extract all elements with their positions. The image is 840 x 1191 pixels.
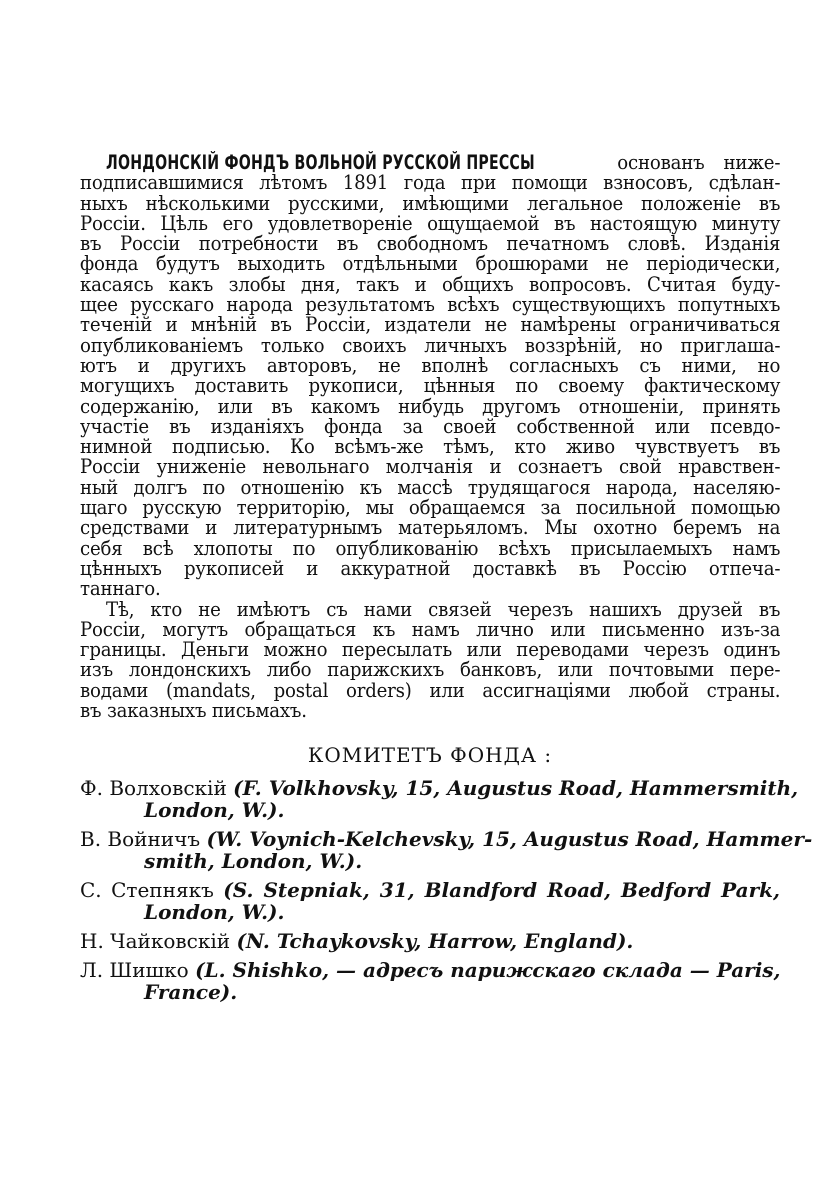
intro-paragraph	[80, 153, 780, 600]
text-line: цѣнныхъ рукописей и аккуратной доставкѣ въ Россію отпеча-	[80, 556, 781, 580]
text-line: таннаго.	[80, 577, 161, 601]
text-line: ютъ и другихъ авторовъ, не вполнѣ согласныхъ съ ними, но	[80, 353, 781, 377]
member-line	[80, 827, 813, 852]
member-address-cont: London, W.).	[144, 900, 285, 925]
text-line: нимной подписью. Ко всѣмъ-же тѣмъ, кто живо чувствуетъ въ	[80, 435, 781, 459]
member-name: Н. Чайковскій	[80, 929, 231, 954]
committee-heading: КОМИТЕТЪ ФОНДА :	[307, 743, 553, 768]
member-name: Ф. Волховскій	[80, 776, 227, 801]
text-line: касаясь какъ злобы дня, такъ и общихъ вопросовъ. Считая буду-	[80, 272, 781, 296]
text-line: въ Россіи потребности въ свободномъ печатномъ словѣ. Изданія	[80, 232, 781, 256]
text-line: средствами и литературнымъ матерьяломъ. Мы охотно беремъ на	[80, 516, 781, 540]
member-line	[80, 930, 780, 952]
member-name: Л. Шишко	[80, 958, 189, 983]
text-line: Россіи, могутъ обращаться къ намъ лично или письменно изъ-за	[80, 617, 781, 641]
committee-list	[80, 776, 813, 1005]
committee-member	[80, 930, 780, 952]
text-line: щее русскаго народа результатомъ всѣхъ существующихъ попутныхъ	[80, 293, 781, 317]
text-line: подписавшимися лѣтомъ 1891 года при помощи взносовъ, сдѣлан-	[80, 171, 781, 195]
text-line: теченій и мнѣній въ Россіи, издатели не намѣрены ограничиваться	[80, 313, 781, 337]
fund-title: ЛОНДОНСКІЙ ФОНДЪ ВОЛЬНОЙ РУССКОЙ ПРЕССЫ	[106, 151, 535, 174]
text-line: участіе въ изданіяхъ фонда за своей собственной или псевдо-	[80, 414, 781, 438]
text-line: водами (mandats, postal orders) или ассигнаціями любой страны.	[80, 678, 781, 702]
member-line	[80, 879, 780, 901]
member-line	[80, 776, 799, 801]
text-line: содержанію, или въ какомъ нибудь другомъ отношеніи, принять	[80, 394, 781, 418]
member-address: (F. Volkhovsky, 15, Augustus Road, Hammersmith,	[233, 776, 799, 801]
text-line: себя всѣ хлопоты по опубликованію всѣхъ присылаемыхъ намъ	[80, 536, 781, 560]
member-address: (N. Tchaykovsky, Harrow, England).	[236, 929, 634, 954]
text-line: фонда будутъ выходить отдѣльными брошюрами не періодически,	[80, 252, 781, 276]
committee-member	[80, 776, 799, 823]
text-line: Россіи униженіе невольнаго молчанія и сознаетъ свой нравствен-	[80, 455, 781, 479]
member-name: В. Войничъ	[80, 827, 201, 852]
member-name: С. Степнякъ	[80, 878, 214, 903]
document-page	[80, 151, 813, 1010]
committee-member	[80, 879, 780, 923]
text-line: могущихъ доставить рукописи, цѣнныя по своему фактическому	[80, 374, 781, 398]
text-line: ныхъ нѣсколькими русскими, имѣющими легальное положеніе въ	[80, 191, 781, 215]
text-line: Россіи. Цѣль его удовлетвореніе ощущаемой въ настоящую минуту	[80, 211, 781, 235]
text-line: изъ лондонскихъ либо парижскихъ банковъ, или почтовыми пере-	[80, 658, 781, 682]
text-line: ный долгъ по отношенію къ массѣ трудящагося народа, населяю-	[80, 475, 781, 499]
contact-paragraph	[80, 597, 781, 723]
member-address-cont: France).	[144, 980, 238, 1005]
committee-member	[80, 827, 813, 874]
member-address: (S. Stepniak, 31, Blandford Road, Bedford Park,	[223, 878, 780, 903]
text-line: границы. Деньги можно пересылать или переводами черезъ одинъ	[80, 638, 781, 662]
member-address: (L. Shishko, — адресъ парижскаго склада — Paris,	[195, 958, 781, 983]
committee-member	[80, 959, 780, 1003]
member-address-cont: smith, London, W.).	[144, 849, 363, 874]
text-line: ЛОНДОНСКІЙ ФОНДЪ ВОЛЬНОЙ РУССКОЙ ПРЕССЫ основанъ ниже-	[106, 151, 781, 174]
member-line	[80, 959, 780, 981]
text-line: щаго русскую территорію, мы обращаемся за посильной помощью	[80, 496, 781, 520]
text-line: въ заказныхъ письмахъ.	[80, 699, 307, 723]
member-address-cont: London, W.).	[144, 798, 285, 823]
member-address: (W. Voynich-Kelchevsky, 15, Augustus Road, Hammer-	[206, 827, 813, 852]
text-line: опубликованіемъ только своихъ личныхъ воззрѣній, но приглаша-	[80, 333, 781, 357]
text-line: Тѣ, кто не имѣютъ съ нами связей черезъ нашихъ друзей въ	[106, 597, 781, 621]
